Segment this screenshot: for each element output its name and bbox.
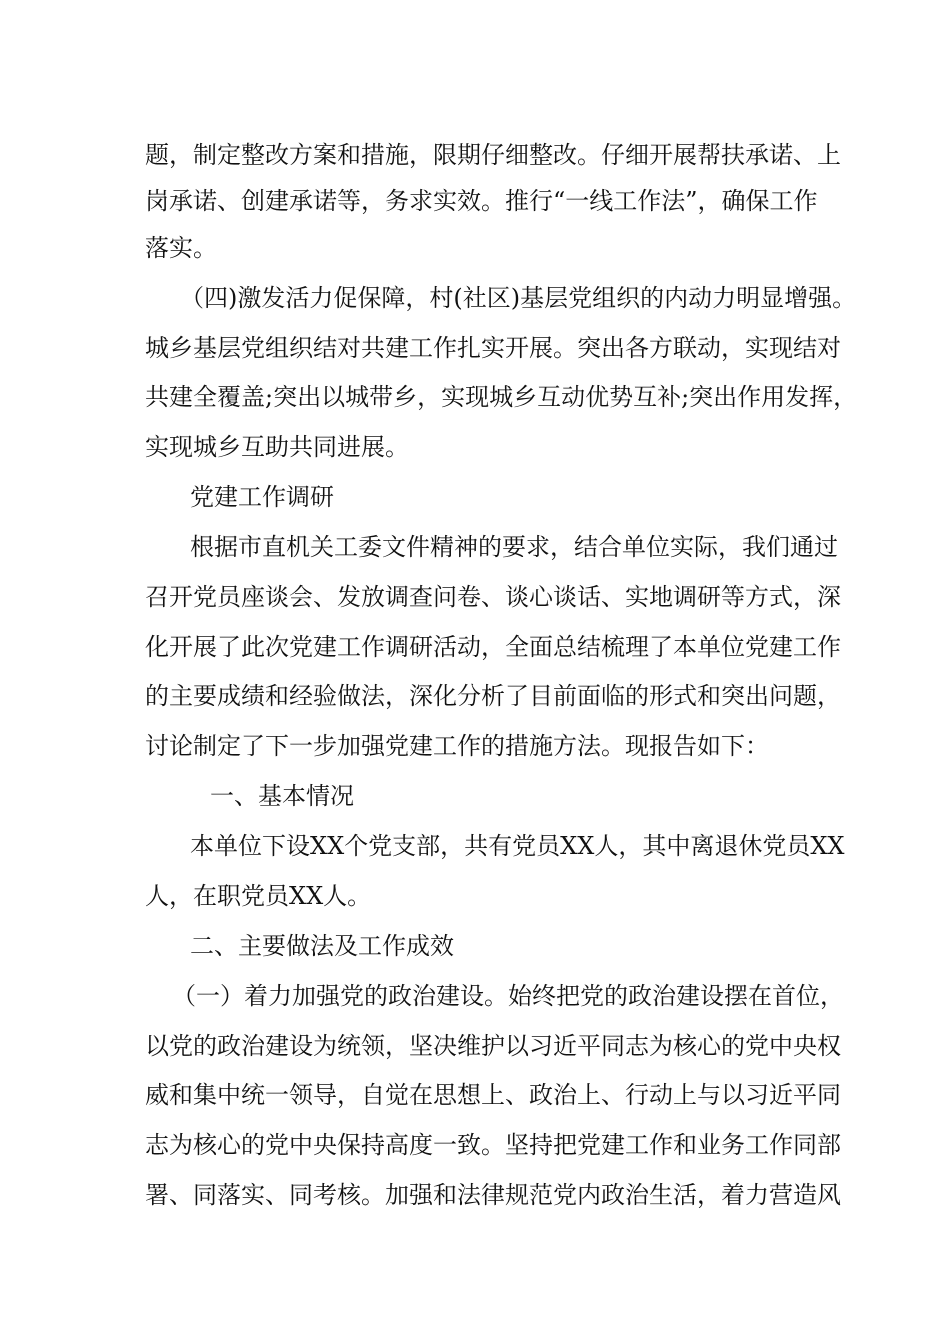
paragraph-line: （四)激发活力促保障，村(社区)基层党组织的内动力明显增强。 [180,284,857,312]
paragraph-line: 岗承诺、创建承诺等，务求实效。推行“一线工作法”，确保工作 [145,187,818,215]
paragraph-line: 本单位下设XX个党支部，共有党员XX人，其中离退休党员XX [190,832,845,860]
paragraph-line: 威和集中统一领导，自觉在思想上、政治上、行动上与以习近平同 [145,1081,841,1109]
paragraph-line: 署、同落实、同考核。加强和法律规范党内政治生活，着力营造风 [145,1181,841,1209]
section-heading: 党建工作调研 [190,483,334,511]
paragraph-line: 落实。 [145,234,217,262]
paragraph-line: 以党的政治建设为统领，坚决维护以习近平同志为核心的党中央权 [145,1032,841,1060]
paragraph-line: 城乡基层党组织结对共建工作扎实开展。突出各方联动，实现结对 [145,334,841,362]
paragraph-line: 化开展了此次党建工作调研活动，全面总结梳理了本单位党建工作 [145,633,841,661]
paragraph-line: 共建全覆盖;突出以城带乡，实现城乡互动优势互补;突出作用发挥， [145,383,858,411]
section-heading: 二、主要做法及工作成效 [190,932,454,960]
paragraph-line: （一）着力加强党的政治建设。始终把党的政治建设摆在首位， [172,982,844,1010]
paragraph-line: 的主要成绩和经验做法，深化分析了目前面临的形式和突出问题， [145,682,841,710]
paragraph-line: 召开党员座谈会、发放调查问卷、谈心谈话、实地调研等方式，深 [145,583,841,611]
paragraph-line: 题，制定整改方案和措施，限期仔细整改。仔细开展帮扶承诺、上 [145,141,841,169]
paragraph-line: 根据市直机关工委文件精神的要求，结合单位实际，我们通过 [190,533,838,561]
paragraph-line: 人，在职党员XX人。 [145,882,372,910]
paragraph-line: 实现城乡互助共同进展。 [145,433,409,461]
paragraph-line: 志为核心的党中央保持高度一致。坚持把党建工作和业务工作同部 [145,1131,841,1159]
paragraph-line: 讨论制定了下一步加强党建工作的措施方法。现报告如下： [145,732,769,760]
section-heading: 一、基本情况 [210,782,354,810]
